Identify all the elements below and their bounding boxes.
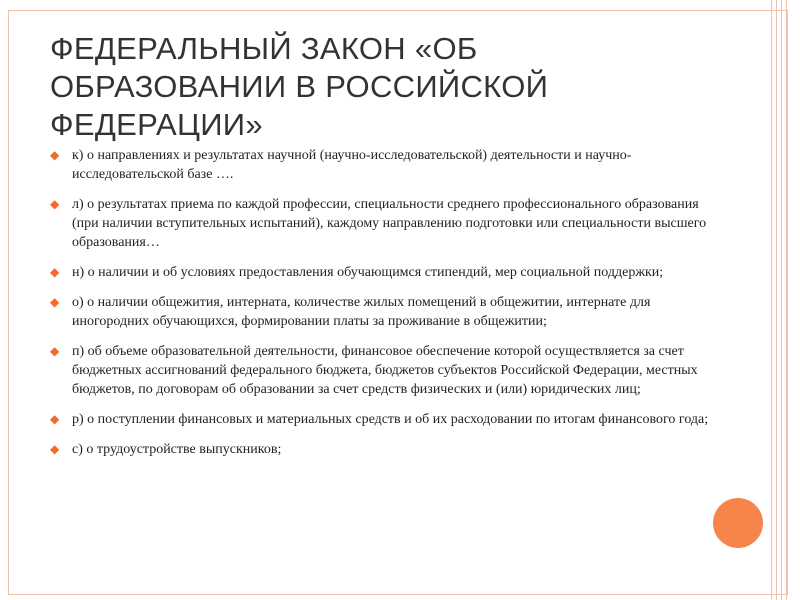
bullet-item (50, 195, 710, 252)
bullet-text: с) о трудоустройстве выпускников; (72, 442, 282, 457)
bullet-item (50, 263, 710, 282)
bullet-item (50, 293, 710, 331)
bullet-icon: ◆ (50, 197, 60, 211)
bullet-text: р) о поступлении финансовых и материальных средств и об их расходовании по итогам финансового года; (72, 412, 709, 427)
bullet-text: к) о направлениях и результатах научной (научно-исследовательской) деятельности и научно-исследовательской базе …. (72, 148, 632, 182)
side-decoration-line (781, 0, 782, 600)
bullet-text: л) о результатах приема по каждой профессии, специальности среднего профессионального образования (при наличии вступительных испытаний), каждому направлению подготовки или специальности высшего образования… (72, 197, 707, 250)
side-decoration-line (776, 0, 777, 600)
bullet-item (50, 410, 710, 429)
bullet-icon: ◆ (50, 344, 60, 358)
bullet-text: о) о наличии общежития, интерната, количестве жилых помещений в общежитии, интернате для иногородних обучающихся, формировании платы за проживание в общежитии; (72, 295, 651, 329)
bullet-icon: ◆ (50, 412, 60, 426)
bullet-icon: ◆ (50, 295, 60, 309)
bullet-text: п) об объеме образовательной деятельности, финансовое обеспечение которой осуществляется за счет бюджетных ассигнований федерального бюджета, бюджетов субъектов Российской Федерации, местных бюджетов, по договорам об образовании за счет средств физических и (или) юридических лиц; (72, 344, 698, 397)
bullet-item (50, 342, 710, 399)
slide-title: ФЕДЕРАЛЬНЫЙ ЗАКОН «ОБ ОБРАЗОВАНИИ В РОССИЙСКОЙ ФЕДЕРАЦИИ» (50, 31, 549, 142)
side-decoration-line (786, 0, 787, 600)
bullet-list (50, 146, 710, 470)
bullet-text: н) о наличии и об условиях предоставления обучающимся стипендий, мер социальной поддержки; (72, 265, 664, 280)
bullet-item (50, 146, 710, 184)
decorative-circle (713, 498, 763, 548)
bullet-item (50, 440, 710, 459)
bullet-icon: ◆ (50, 148, 60, 162)
bullet-icon: ◆ (50, 265, 60, 279)
bullet-icon: ◆ (50, 442, 60, 456)
side-decoration-line (771, 0, 772, 600)
